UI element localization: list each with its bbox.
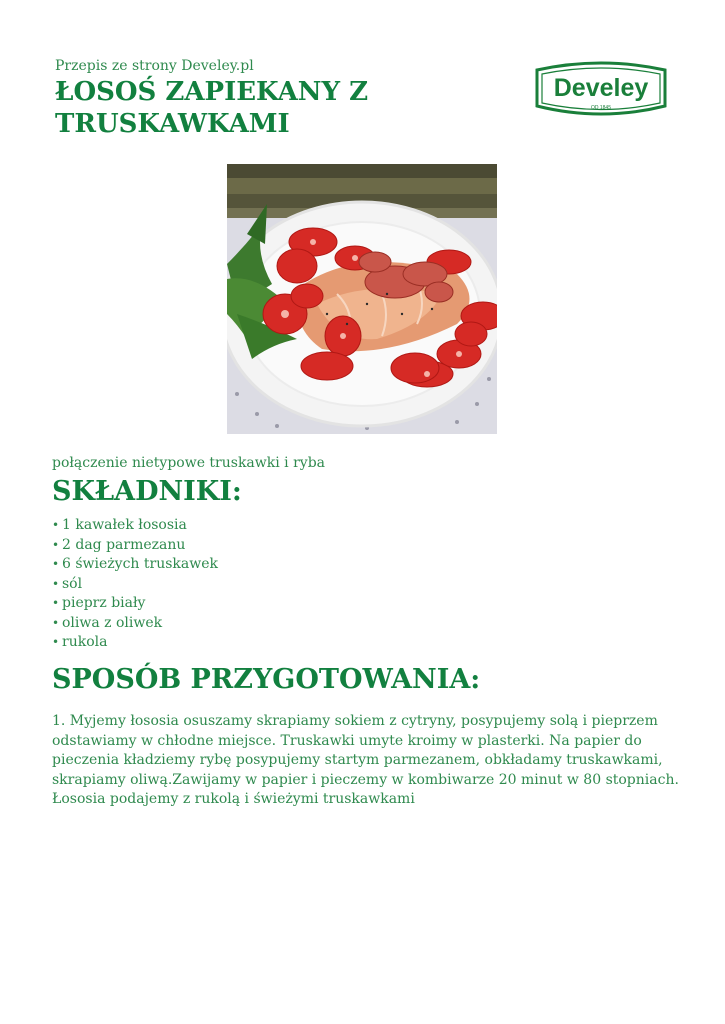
ingredient-text: sól <box>62 575 83 592</box>
bullet-icon: • <box>52 615 60 630</box>
ingredient-item <box>52 516 218 536</box>
recipe-title-line-1: ŁOSOŚ ZAPIEKANY Z <box>55 77 369 107</box>
recipe-title-line-2: TRUSKAWKAMI <box>55 109 290 139</box>
preparation-paragraph-2: Łososia podajemy z rukolą i świeżymi truskawkami <box>52 791 415 808</box>
ingredient-text: pieprz biały <box>62 595 146 611</box>
bullet-icon: • <box>52 537 60 552</box>
ingredient-item <box>52 614 218 634</box>
ingredient-item <box>52 633 218 653</box>
recipe-title <box>55 76 455 140</box>
preparation-paragraph-1: 1. Myjemy łososia osuszamy skrapiamy sokiem z cytryny, posypujemy solą i pieprzem odstawiamy w chłodne miejsce. Truskawki umyte kroimy w plasterki. Na papier do pieczenia kładziemy rybę posypujemy startym parmezanem, obkładamy truskawkami, skrapiamy oliwą.Zawijamy w papier i pieczemy w kombiwarze 20 minut w 80 stopniach. <box>52 713 679 788</box>
bullet-icon: • <box>52 557 60 571</box>
bullet-icon: • <box>52 596 60 610</box>
ingredient-text: rukola <box>62 634 108 650</box>
ingredient-text: 6 świeżych truskawek <box>62 556 218 572</box>
ingredients-heading: SKŁADNIKI: <box>52 476 242 507</box>
recipe-intro: połączenie nietypowe truskawki i ryba <box>52 455 326 471</box>
preparation-heading: SPOSÓB PRZYGOTOWANIA: <box>52 664 481 695</box>
ingredients-list <box>52 516 218 653</box>
logo-since-text: OD 1845 <box>590 105 612 111</box>
ingredient-text: oliwa z oliwek <box>62 614 163 631</box>
salmon-strawberries-photo <box>227 164 497 434</box>
bullet-icon: • <box>52 518 60 532</box>
develey-logo <box>533 60 669 122</box>
ingredient-item <box>52 594 218 614</box>
ingredient-item <box>52 555 218 575</box>
ingredient-text: 2 dag parmezanu <box>62 536 186 553</box>
bullet-icon: • <box>52 635 60 649</box>
ingredient-item <box>52 536 218 556</box>
logo-brand-text: Develey <box>553 74 649 102</box>
ingredient-text: 1 kawałek łososia <box>62 517 187 533</box>
ingredient-item <box>52 575 218 595</box>
bullet-icon: • <box>52 576 60 591</box>
source-line: Przepis ze strony Develey.pl <box>55 58 254 74</box>
preparation-text <box>52 712 682 810</box>
